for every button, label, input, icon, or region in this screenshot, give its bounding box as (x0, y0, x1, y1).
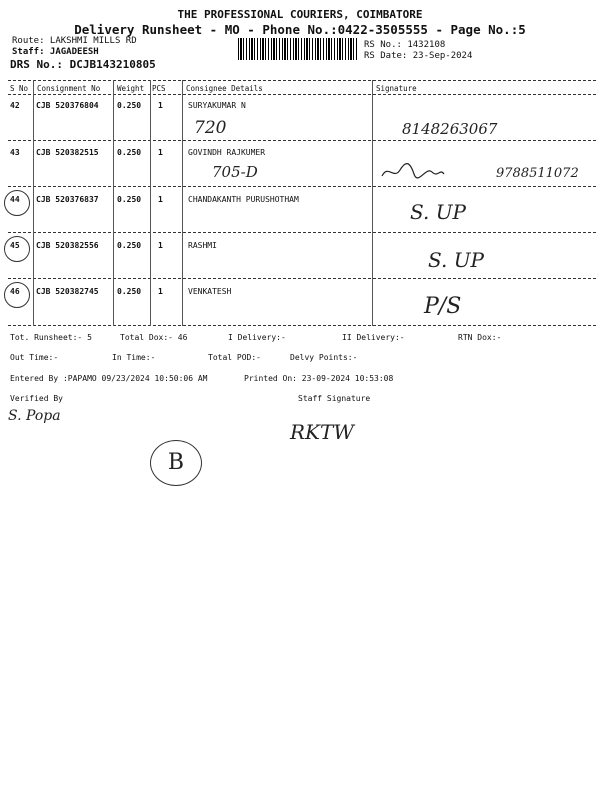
header-sno: S No (10, 84, 29, 93)
row-consignee: SURYAKUMAR N (188, 101, 246, 110)
stamp-circle: B (150, 440, 202, 486)
out-time: Out Time:- (10, 353, 59, 362)
row-pcs: 1 (158, 241, 163, 250)
i-delivery: I Delivery:- (228, 333, 286, 342)
row-divider (8, 186, 596, 187)
row-sno: 46 (10, 287, 20, 296)
header-pcs: PCS (152, 84, 166, 93)
header-weight: Weight (117, 84, 145, 93)
table-bottom-rule (8, 325, 596, 326)
row-pcs: 1 (158, 101, 163, 110)
row-sno: 44 (10, 195, 20, 204)
header-consignee: Consignee Details (186, 84, 263, 93)
row-consignment: CJB 520382556 (36, 241, 99, 250)
col-divider (113, 80, 114, 326)
row-consignment: CJB 520382515 (36, 148, 99, 157)
col-divider (33, 80, 34, 326)
company-title: THE PROFESSIONAL COURIERS, COIMBATORE (177, 8, 423, 21)
handwritten-note: 705-D (212, 163, 258, 181)
row-consignment: CJB 520376804 (36, 101, 99, 110)
handwritten-signature: 9788511072 (496, 166, 579, 181)
col-divider (372, 80, 373, 326)
rtn-dox: RTN Dox:- (458, 333, 502, 342)
delvy-points: Delvy Points:- (290, 353, 358, 362)
row-weight: 0.250 (117, 148, 142, 157)
col-divider (182, 80, 183, 326)
ii-delivery: II Delivery:- (342, 333, 405, 342)
row-consignment: CJB 520382745 (36, 287, 99, 296)
printed-on: Printed On: 23-09-2024 10:53:08 (244, 374, 394, 383)
handwritten-signature: S. UP (410, 200, 467, 224)
row-consignee: RASHMI (188, 241, 217, 250)
staff-signature-label: Staff Signature (298, 394, 371, 403)
route-label: Route: LAKSHMI MILLS RD (12, 36, 137, 46)
verified-by-label: Verified By (10, 394, 63, 403)
row-pcs: 1 (158, 195, 163, 204)
row-divider (8, 232, 596, 233)
row-weight: 0.250 (117, 287, 142, 296)
barcode (238, 38, 358, 60)
row-divider (8, 278, 596, 279)
row-sno: 45 (10, 241, 20, 250)
rs-date: RS Date: 23-Sep-2024 (364, 51, 473, 61)
total-pod: Total POD:- (208, 353, 261, 362)
total-dox: Total Dox:- 46 (120, 333, 188, 342)
row-consignee: CHANDAKANTH PURUSHOTHAM (188, 195, 299, 204)
header-consignment: Consignment No (37, 84, 101, 93)
verifier-handwritten-signature: S. Popa (8, 408, 61, 424)
handwritten-signature: S. UP (428, 248, 485, 272)
handwritten-note: 720 (194, 118, 227, 138)
header-bottom-rule (8, 94, 596, 95)
header-signature: Signature (376, 84, 417, 93)
entered-by: Entered By :PAPAMO 09/23/2024 10:50:06 AM (10, 374, 208, 383)
row-weight: 0.250 (117, 101, 142, 110)
tot-runsheet: Tot. Runsheet:- 5 (10, 333, 92, 342)
scribble-signature-icon (378, 158, 448, 184)
in-time: In Time:- (112, 353, 156, 362)
row-sno: 43 (10, 148, 20, 157)
handwritten-signature: 8148263067 (402, 120, 498, 138)
row-sno: 42 (10, 101, 20, 110)
row-consignment: CJB 520376837 (36, 195, 99, 204)
row-divider (8, 140, 596, 141)
col-divider (150, 80, 151, 326)
runsheet-subtitle: Delivery Runsheet - MO - Phone No.:0422-3505555 - Page No.:5 (74, 22, 526, 37)
row-pcs: 1 (158, 287, 163, 296)
staff-label: Staff: JAGADEESH (12, 47, 99, 57)
row-weight: 0.250 (117, 241, 142, 250)
row-pcs: 1 (158, 148, 163, 157)
row-weight: 0.250 (117, 195, 142, 204)
row-consignee: GOVINDH RAJKUMER (188, 148, 266, 157)
staff-handwritten-signature: RKTW (290, 420, 354, 444)
row-consignee: VENKATESH (188, 287, 232, 296)
table-top-rule (8, 80, 596, 81)
rs-number: RS No.: 1432108 (364, 40, 446, 50)
drs-number: DRS No.: DCJB143210805 (10, 58, 156, 71)
handwritten-signature: P/S (424, 294, 462, 319)
